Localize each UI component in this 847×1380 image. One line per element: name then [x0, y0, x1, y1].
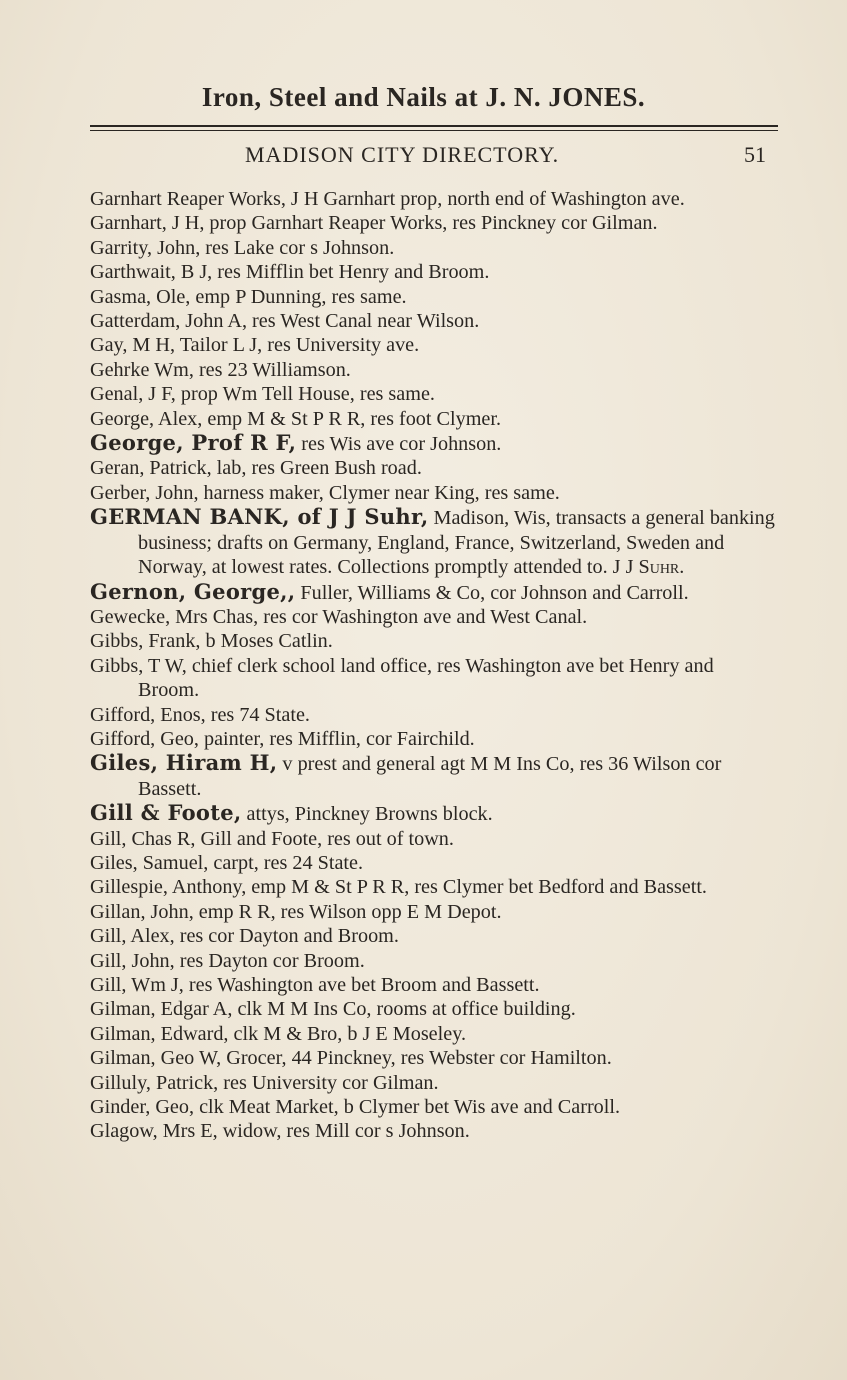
entry-text: Gibbs, T W, chief clerk school land office, res Washington ave bet Henry and Broom. [90, 654, 714, 702]
entry-text: Gill, Wm J, res Washington ave bet Broom and Bassett. [90, 974, 540, 996]
entry-text: Gerber, John, harness maker, Clymer near King, res same. [90, 481, 560, 504]
entry-text: Gill, Chas R, Gill and Foote, res out of town. [90, 827, 454, 850]
entry-text: res Wis ave cor Johnson. [296, 433, 502, 456]
directory-entry [90, 751, 778, 801]
directory-entry [90, 703, 778, 727]
entry-text: Gill, John, res Dayton cor Broom. [90, 949, 365, 972]
entry-text: Gibbs, Frank, b Moses Catlin. [90, 630, 333, 653]
directory-entry [90, 505, 778, 579]
directory-entry [90, 827, 778, 851]
entry-text: George, Alex, emp M & St P R R, res foot Clymer. [90, 407, 502, 430]
directory-entry [90, 431, 778, 456]
entry-text: Ginder, Geo, clk Meat Market, b Clymer bet Wis ave and Carroll. [90, 1096, 621, 1119]
entry-name-bold: Gernon, George,, [90, 578, 296, 604]
entry-text: Gewecke, Mrs Chas, res cor Washington ave and West Canal. [90, 605, 588, 628]
directory-entry [90, 407, 778, 431]
entry-text: Gay, M H, Tailor L J, res University ave. [90, 334, 420, 357]
directory-entry [90, 949, 778, 973]
entry-text: Fuller, Williams & Co, cor Johnson and Carroll. [295, 581, 689, 604]
directory-entry [90, 1095, 778, 1119]
directory-entry [90, 875, 778, 899]
directory-entry [90, 1022, 778, 1046]
entry-text: Gifford, Geo, painter, res Mifflin, cor Fairchild. [90, 727, 475, 750]
directory-title: MADISON CITY DIRECTORY. [245, 142, 560, 167]
directory-entry [90, 382, 778, 406]
directory-entry [90, 187, 778, 211]
directory-entry [90, 1119, 778, 1143]
running-head: Iron, Steel and Nails at J. N. JONES. [201, 82, 646, 112]
directory-entry [90, 900, 778, 924]
entry-text: v prest and general agt M M Ins Co, res 36 Wilson cor Bassett. [138, 753, 722, 800]
entry-text: Geran, Patrick, lab, res Green Bush road. [90, 457, 422, 480]
entry-text: Gilman, Edward, clk M & Bro, b J E Moseley. [90, 1022, 467, 1045]
directory-entry [90, 285, 778, 309]
entry-text: Gilman, Geo W, Grocer, 44 Pinckney, res Webster cor Hamilton. [90, 1047, 612, 1070]
header-rule-thin [90, 130, 778, 131]
entry-text: Gillespie, Anthony, emp M & St P R R, res Clymer bet Bedford and Bassett. [90, 876, 707, 899]
entry-text: Gilluly, Patrick, res University cor Gilman. [90, 1071, 439, 1094]
directory-entry [90, 629, 778, 653]
entry-text: Madison, Wis, transacts a general banking business; drafts on Germany, England, France, Switzerland, Sweden and Norway, at lowest rates. Collections promptly attended to. J J [138, 507, 775, 579]
directory-entry [90, 1071, 778, 1095]
entry-text: Giles, Samuel, carpt, res 24 State. [90, 851, 364, 874]
directory-entry [90, 654, 778, 703]
directory-entry [90, 580, 778, 605]
directory-entry [90, 260, 778, 284]
header-rule-thick [90, 125, 778, 127]
directory-entry [90, 1046, 778, 1070]
entry-text: Gill, Alex, res cor Dayton and Broom. [90, 925, 399, 948]
entry-text: Garnhart Reaper Works, J H Garnhart prop, north end of Washington ave. [90, 188, 685, 210]
directory-entry [90, 605, 778, 629]
entry-text: Genal, J F, prop Wm Tell House, res same. [90, 383, 435, 406]
entry-name-bold: Giles, Hiram H, [90, 750, 278, 776]
page-number: 51 [744, 142, 766, 167]
directory-entry [90, 236, 778, 260]
directory-entry [90, 973, 778, 997]
entry-text: Glagow, Mrs E, widow, res Mill cor s Johnson. [90, 1120, 470, 1143]
directory-entry [90, 481, 778, 505]
entry-text: Gilman, Edgar A, clk M M Ins Co, rooms at office building. [90, 998, 576, 1021]
entry-text: Gifford, Enos, res 74 State. [90, 703, 310, 726]
directory-entry [90, 801, 778, 826]
directory-entry [90, 309, 778, 333]
entry-text: Gehrke Wm, res 23 Williamson. [90, 358, 351, 381]
directory-entry [90, 924, 778, 948]
entry-text: attys, Pinckney Browns block. [241, 803, 493, 826]
directory-entry [90, 211, 778, 235]
entry-name-bold: Gill & Foote, [90, 800, 242, 826]
entry-text: Garrity, John, res Lake cor s Johnson. [90, 236, 395, 259]
entry-name-bold: George, Prof R F, [90, 430, 297, 456]
entry-text: Garthwait, B J, res Mifflin bet Henry and Broom. [90, 261, 490, 284]
directory-entry [90, 851, 778, 875]
entry-text: Gasma, Ole, emp P Dunning, res same. [90, 285, 407, 308]
directory-entry [90, 333, 778, 357]
entry-signature: Suhr. [638, 556, 685, 579]
entry-text: Gatterdam, John A, res West Canal near Wilson. [90, 310, 480, 333]
directory-entry [90, 727, 778, 751]
directory-entry [90, 456, 778, 480]
directory-entries [90, 187, 778, 1144]
directory-entry [90, 358, 778, 382]
entry-text: Garnhart, J H, prop Garnhart Reaper Works, res Pinckney cor Gilman. [90, 212, 658, 235]
entry-name-bold: GERMAN BANK, of J J Suhr, [90, 504, 429, 530]
entry-text: Gillan, John, emp R R, res Wilson opp E M Depot. [90, 900, 502, 923]
directory-entry [90, 997, 778, 1021]
